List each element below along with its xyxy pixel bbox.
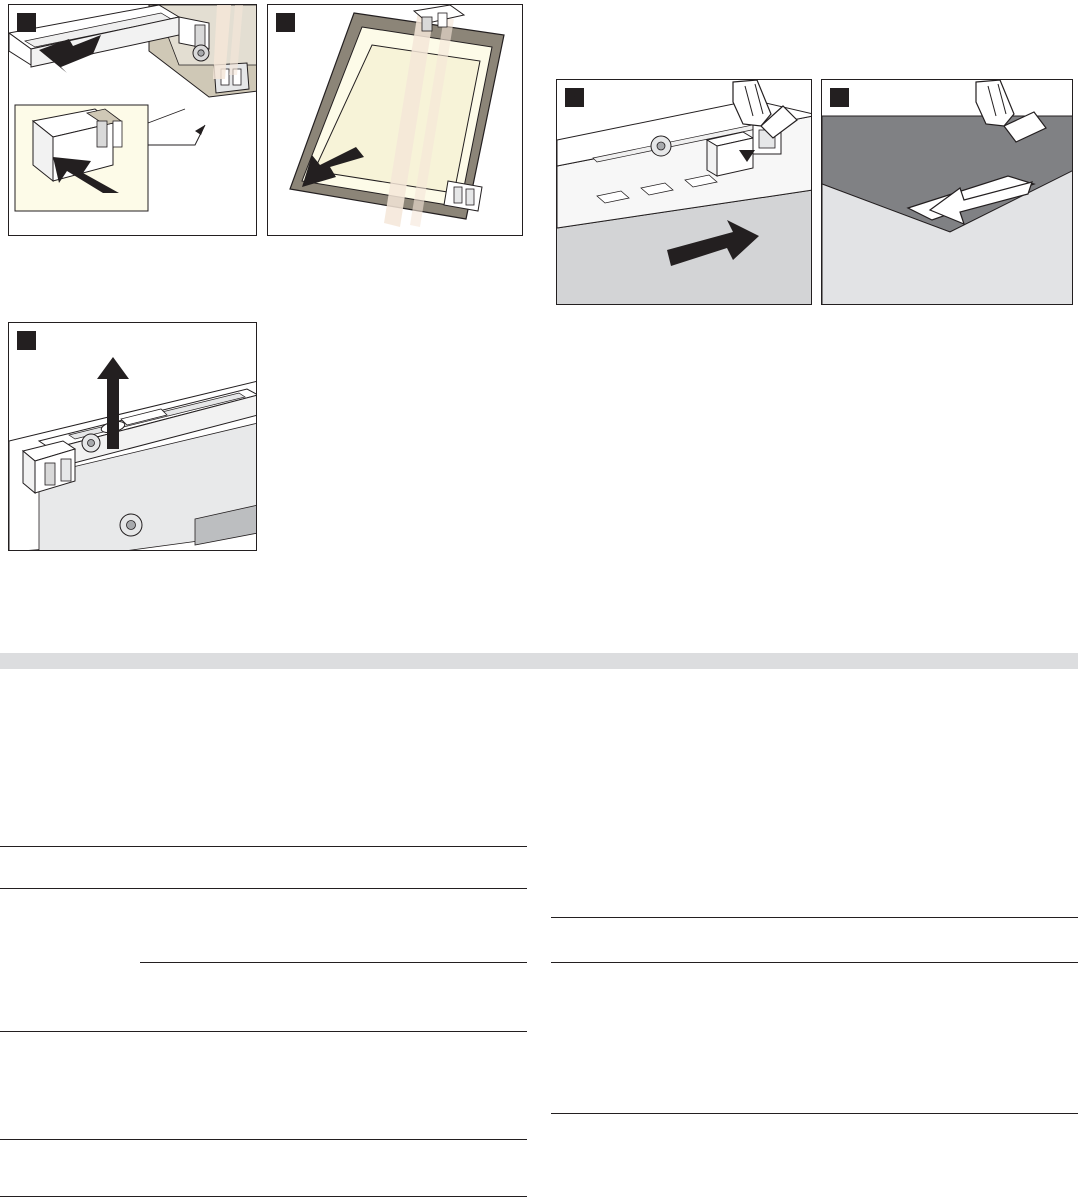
left-rule-3 [140,962,527,963]
figure-2 [267,4,523,236]
figure-3-artwork [557,80,812,305]
figure-3 [556,79,812,305]
figure-2-step-number: 2 [276,13,295,32]
figure-5-artwork [9,323,257,551]
figure-4-step-number: 4 [830,88,849,107]
figure-5 [8,322,257,551]
figure-1 [8,4,257,236]
figure-1-step-number: 1 [17,13,36,32]
right-rule-2 [551,962,1078,963]
left-rule-5 [0,1139,527,1140]
left-rule-4 [0,1031,527,1032]
left-rule-6 [0,1196,527,1197]
right-rule-3 [551,1113,1078,1114]
figure-2-artwork [268,5,523,236]
left-rule-2 [0,888,527,889]
right-rule-1 [551,917,1078,918]
figure-1-artwork [9,5,257,236]
figure-4 [821,79,1073,305]
figure-5-step-number: 5 [17,331,36,350]
figure-4-artwork [822,80,1073,305]
figure-3-step-number: 3 [565,88,584,107]
section-separator-band [0,653,1078,669]
left-rule-1 [0,846,527,847]
